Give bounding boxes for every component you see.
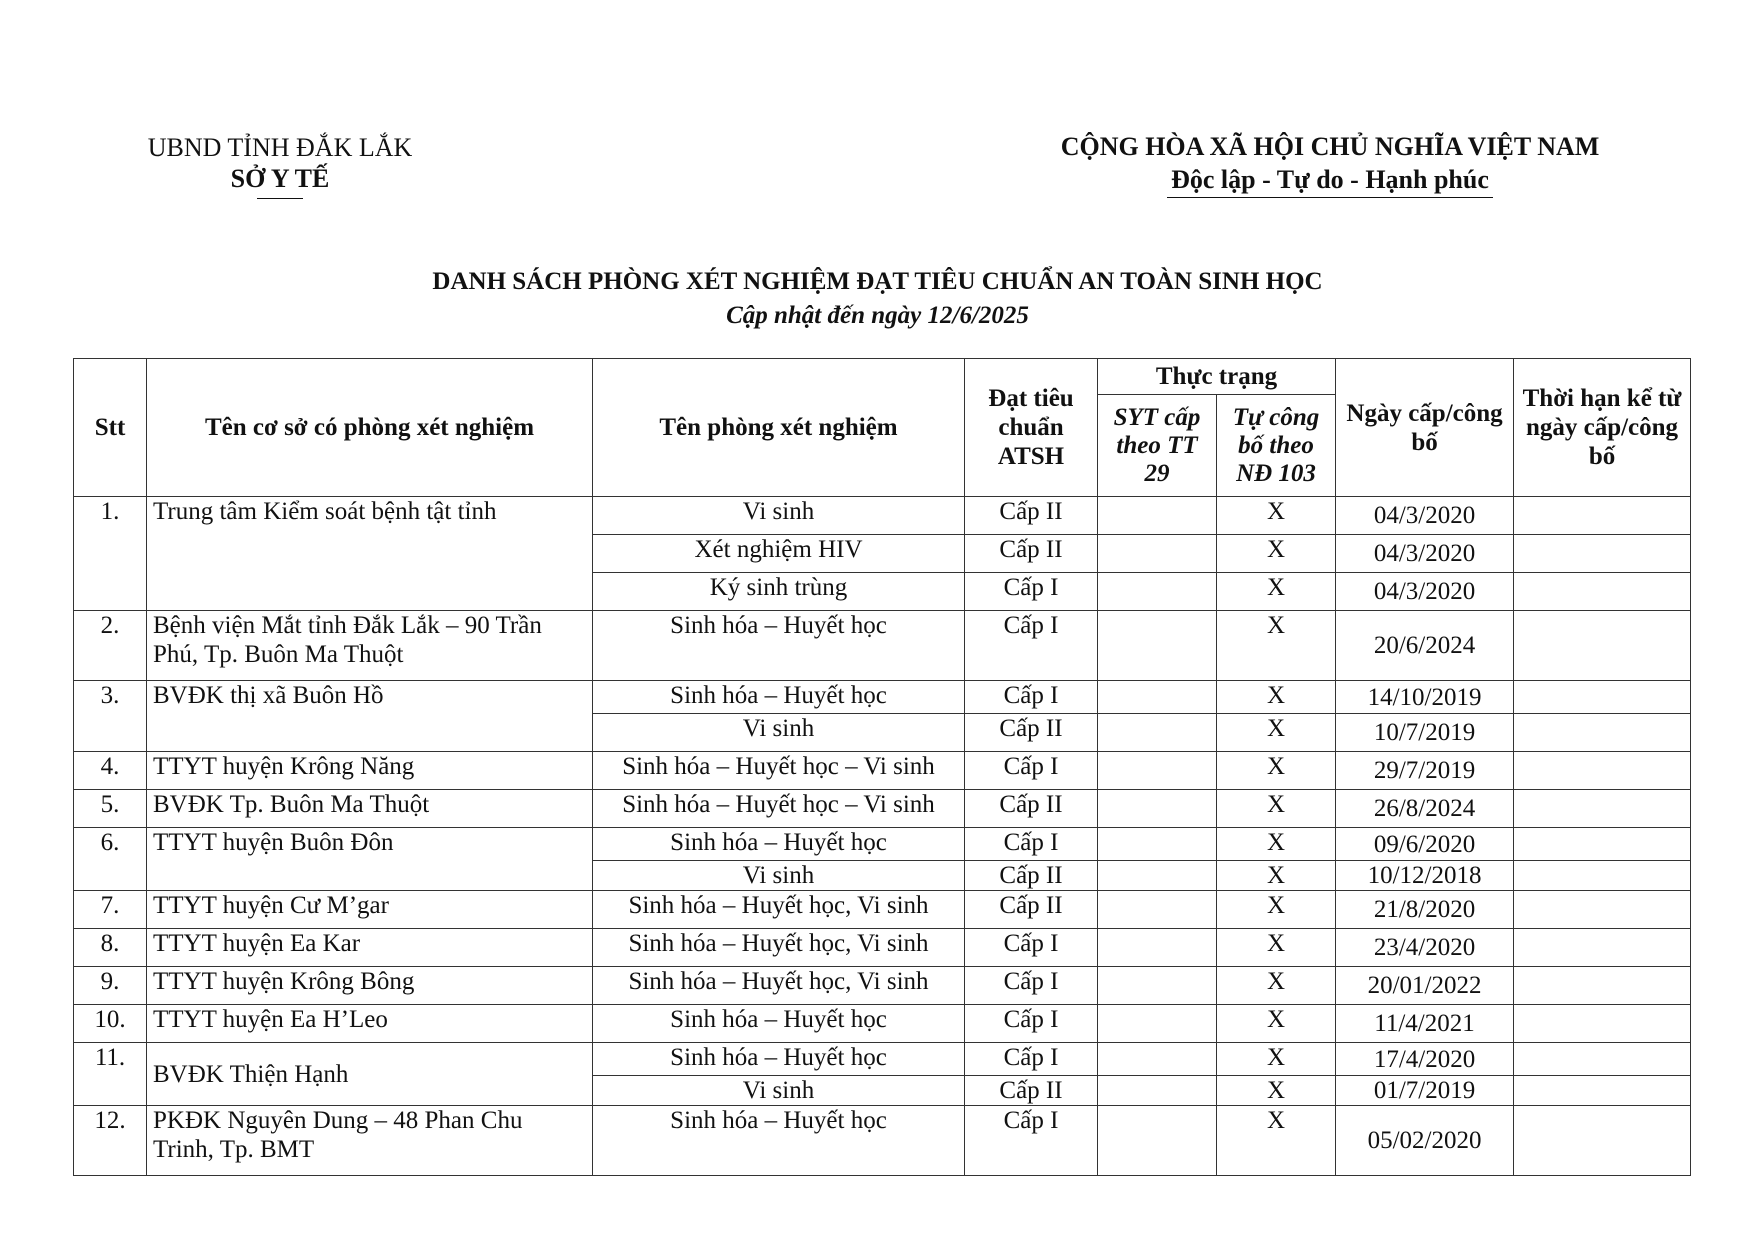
cell-self-declared: X <box>1217 752 1336 790</box>
cell-self-declared: X <box>1217 535 1336 573</box>
cell-facility: BVĐK Tp. Buôn Ma Thuột <box>147 790 593 828</box>
cell-date: 11/4/2021 <box>1336 1005 1514 1043</box>
table-row <box>74 1043 1691 1076</box>
table-row <box>74 681 1691 714</box>
cell-lab-name: Sinh hóa – Huyết học <box>593 1043 965 1076</box>
cell-lab-name: Vi sinh <box>593 861 965 891</box>
cell-term <box>1514 1005 1691 1043</box>
cell-self-declared: X <box>1217 861 1336 891</box>
table-row <box>74 828 1691 861</box>
cell-term <box>1514 861 1691 891</box>
cell-syt <box>1098 611 1217 681</box>
cell-facility: Bệnh viện Mắt tỉnh Đắk Lắk – 90 Trần Phú, Tp. Buôn Ma Thuột <box>147 611 593 681</box>
table-row <box>74 611 1691 681</box>
cell-standard: Cấp II <box>965 1076 1098 1106</box>
cell-date: 04/3/2020 <box>1336 573 1514 611</box>
cell-date: 29/7/2019 <box>1336 752 1514 790</box>
cell-standard: Cấp II <box>965 891 1098 929</box>
table-row <box>74 752 1691 790</box>
table-row <box>74 497 1691 535</box>
document-subtitle: Cập nhật đến ngày 12/6/2025 <box>726 302 1029 329</box>
table-row <box>74 790 1691 828</box>
cell-facility: TTYT huyện Ea H’Leo <box>147 1005 593 1043</box>
table-row <box>74 929 1691 967</box>
cell-date: 09/6/2020 <box>1336 828 1514 861</box>
cell-term <box>1514 891 1691 929</box>
cell-syt <box>1098 828 1217 861</box>
cell-self-declared: X <box>1217 611 1336 681</box>
cell-term <box>1514 573 1691 611</box>
header-date: Ngày cấp/công bố <box>1336 359 1514 497</box>
cell-standard: Cấp I <box>965 1043 1098 1076</box>
cell-date: 26/8/2024 <box>1336 790 1514 828</box>
cell-self-declared: X <box>1217 790 1336 828</box>
cell-lab-name: Sinh hóa – Huyết học <box>593 1106 965 1176</box>
cell-self-declared: X <box>1217 828 1336 861</box>
cell-date: 14/10/2019 <box>1336 681 1514 714</box>
cell-syt <box>1098 573 1217 611</box>
cell-facility: BVĐK thị xã Buôn Hồ <box>147 681 593 752</box>
cell-standard: Cấp I <box>965 611 1098 681</box>
cell-syt <box>1098 1106 1217 1176</box>
cell-standard: Cấp I <box>965 1005 1098 1043</box>
cell-standard: Cấp II <box>965 861 1098 891</box>
cell-syt <box>1098 929 1217 967</box>
table-row <box>74 1106 1691 1176</box>
cell-syt <box>1098 790 1217 828</box>
cell-stt: 7. <box>74 891 147 929</box>
cell-self-declared: X <box>1217 497 1336 535</box>
cell-date: 04/3/2020 <box>1336 497 1514 535</box>
cell-syt <box>1098 1076 1217 1106</box>
cell-stt: 10. <box>74 1005 147 1043</box>
cell-self-declared: X <box>1217 1106 1336 1176</box>
republic-name: CỘNG HÒA XÃ HỘI CHỦ NGHĨA VIỆT NAM <box>1060 132 1600 161</box>
cell-date: 23/4/2020 <box>1336 929 1514 967</box>
cell-facility: PKĐK Nguyên Dung – 48 Phan Chu Trinh, Tp. BMT <box>147 1106 593 1176</box>
cell-facility: Trung tâm Kiểm soát bệnh tật tỉnh <box>147 497 593 611</box>
cell-stt: 3. <box>74 681 147 752</box>
cell-standard: Cấp I <box>965 681 1098 714</box>
agency-header <box>110 132 450 199</box>
cell-syt <box>1098 681 1217 714</box>
cell-syt <box>1098 752 1217 790</box>
table-row <box>74 891 1691 929</box>
cell-term <box>1514 1043 1691 1076</box>
cell-lab-name: Vi sinh <box>593 497 965 535</box>
cell-syt <box>1098 861 1217 891</box>
cell-term <box>1514 1076 1691 1106</box>
cell-self-declared: X <box>1217 1005 1336 1043</box>
cell-standard: Cấp I <box>965 828 1098 861</box>
cell-date: 17/4/2020 <box>1336 1043 1514 1076</box>
cell-standard: Cấp I <box>965 1106 1098 1176</box>
header-self: Tự công bố theo NĐ 103 <box>1217 395 1336 497</box>
cell-term <box>1514 497 1691 535</box>
cell-syt <box>1098 535 1217 573</box>
cell-syt <box>1098 714 1217 752</box>
cell-date: 04/3/2020 <box>1336 535 1514 573</box>
cell-lab-name: Sinh hóa – Huyết học – Vi sinh <box>593 752 965 790</box>
cell-lab-name: Sinh hóa – Huyết học, Vi sinh <box>593 929 965 967</box>
cell-lab-name: Vi sinh <box>593 714 965 752</box>
cell-term <box>1514 714 1691 752</box>
cell-standard: Cấp I <box>965 752 1098 790</box>
cell-facility: TTYT huyện Cư M’gar <box>147 891 593 929</box>
cell-standard: Cấp II <box>965 790 1098 828</box>
cell-stt: 11. <box>74 1043 147 1106</box>
cell-syt <box>1098 891 1217 929</box>
agency-line1: UBND TỈNH ĐẮK LẮK <box>147 133 413 162</box>
lab-table <box>73 358 1691 1176</box>
cell-standard: Cấp II <box>965 497 1098 535</box>
cell-syt <box>1098 1005 1217 1043</box>
cell-facility: TTYT huyện Krông Năng <box>147 752 593 790</box>
agency-underline <box>257 198 303 199</box>
cell-lab-name: Sinh hóa – Huyết học <box>593 611 965 681</box>
cell-date: 21/8/2020 <box>1336 891 1514 929</box>
cell-lab-name: Sinh hóa – Huyết học, Vi sinh <box>593 967 965 1005</box>
cell-lab-name: Sinh hóa – Huyết học <box>593 681 965 714</box>
cell-stt: 6. <box>74 828 147 891</box>
cell-syt <box>1098 1043 1217 1076</box>
cell-self-declared: X <box>1217 929 1336 967</box>
cell-lab-name: Ký sinh trùng <box>593 573 965 611</box>
cell-stt: 1. <box>74 497 147 611</box>
cell-stt: 5. <box>74 790 147 828</box>
cell-lab-name: Sinh hóa – Huyết học <box>593 1005 965 1043</box>
cell-date: 10/12/2018 <box>1336 861 1514 891</box>
cell-standard: Cấp I <box>965 573 1098 611</box>
national-motto: Độc lập - Tự do - Hạnh phúc <box>1167 163 1493 198</box>
cell-self-declared: X <box>1217 967 1336 1005</box>
header-term: Thời hạn kể từ ngày cấp/công bố <box>1514 359 1691 497</box>
cell-standard: Cấp II <box>965 714 1098 752</box>
header-lab: Tên phòng xét nghiệm <box>593 359 965 497</box>
cell-lab-name: Sinh hóa – Huyết học – Vi sinh <box>593 790 965 828</box>
cell-facility: TTYT huyện Ea Kar <box>147 929 593 967</box>
cell-standard: Cấp I <box>965 967 1098 1005</box>
cell-term <box>1514 535 1691 573</box>
cell-facility: TTYT huyện Krông Bông <box>147 967 593 1005</box>
cell-stt: 2. <box>74 611 147 681</box>
cell-term <box>1514 929 1691 967</box>
cell-facility: BVĐK Thiện Hạnh <box>147 1043 593 1106</box>
table-body <box>74 497 1691 1176</box>
cell-lab-name: Xét nghiệm HIV <box>593 535 965 573</box>
cell-stt: 12. <box>74 1106 147 1176</box>
cell-term <box>1514 752 1691 790</box>
cell-syt <box>1098 967 1217 1005</box>
table-row <box>74 967 1691 1005</box>
cell-date: 05/02/2020 <box>1336 1106 1514 1176</box>
cell-self-declared: X <box>1217 1043 1336 1076</box>
cell-stt: 4. <box>74 752 147 790</box>
header-status: Thực trạng <box>1098 359 1336 395</box>
cell-lab-name: Sinh hóa – Huyết học, Vi sinh <box>593 891 965 929</box>
cell-self-declared: X <box>1217 681 1336 714</box>
cell-term <box>1514 967 1691 1005</box>
cell-stt: 9. <box>74 967 147 1005</box>
cell-term <box>1514 1106 1691 1176</box>
cell-date: 20/01/2022 <box>1336 967 1514 1005</box>
header-syt: SYT cấp theo TT 29 <box>1098 395 1217 497</box>
cell-term <box>1514 790 1691 828</box>
national-header <box>1010 130 1650 198</box>
cell-self-declared: X <box>1217 1076 1336 1106</box>
cell-lab-name: Sinh hóa – Huyết học <box>593 828 965 861</box>
agency-line2: SỞ Y TẾ <box>230 164 330 193</box>
cell-term <box>1514 611 1691 681</box>
document-title: DANH SÁCH PHÒNG XÉT NGHIỆM ĐẠT TIÊU CHUẨN AN TOÀN SINH HỌC <box>432 268 1323 295</box>
cell-date: 20/6/2024 <box>1336 611 1514 681</box>
cell-facility: TTYT huyện Buôn Đôn <box>147 828 593 891</box>
cell-self-declared: X <box>1217 891 1336 929</box>
cell-lab-name: Vi sinh <box>593 1076 965 1106</box>
cell-syt <box>1098 497 1217 535</box>
table-row <box>74 1005 1691 1043</box>
cell-standard: Cấp I <box>965 929 1098 967</box>
header-facility: Tên cơ sở có phòng xét nghiệm <box>147 359 593 497</box>
cell-date: 10/7/2019 <box>1336 714 1514 752</box>
cell-date: 01/7/2019 <box>1336 1076 1514 1106</box>
cell-term <box>1514 681 1691 714</box>
cell-standard: Cấp II <box>965 535 1098 573</box>
cell-stt: 8. <box>74 929 147 967</box>
header-stt: Stt <box>74 359 147 497</box>
cell-self-declared: X <box>1217 714 1336 752</box>
header-standard: Đạt tiêu chuẩn ATSH <box>965 359 1098 497</box>
cell-term <box>1514 828 1691 861</box>
cell-self-declared: X <box>1217 573 1336 611</box>
